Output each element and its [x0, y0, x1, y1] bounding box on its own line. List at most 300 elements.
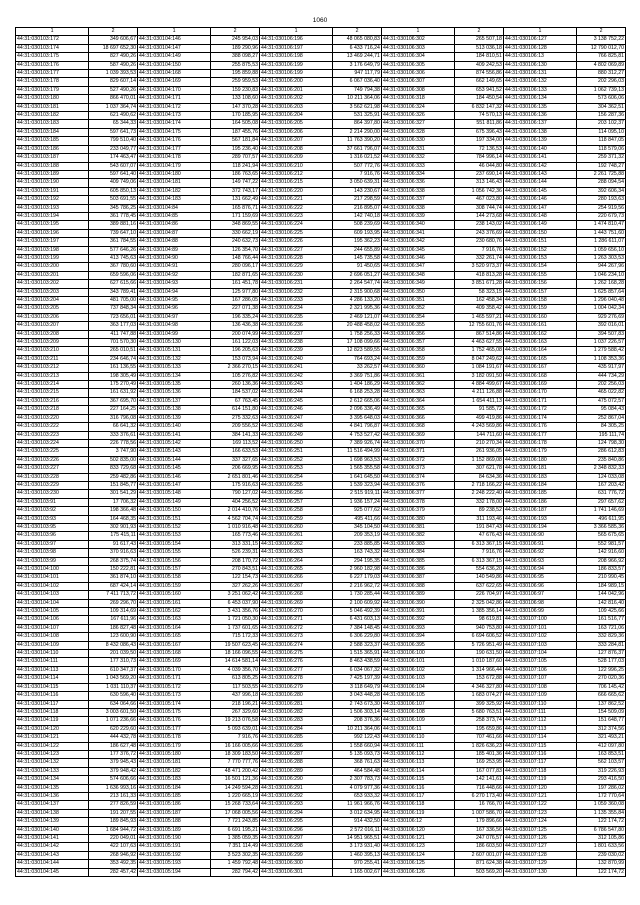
- value-cell: 4 286 133,20: [333, 297, 382, 305]
- value-cell: 17 068 005,56: [211, 809, 260, 817]
- cadastral-number-cell: 44:31:030105:171: [137, 675, 210, 683]
- cadastral-number-cell: 44:31:030104:137: [16, 801, 89, 809]
- cadastral-number-cell: 44:31:030104:104: [16, 599, 89, 607]
- cadastral-number-cell: 44:31:030104:114: [16, 675, 89, 683]
- value-cell: 185 401,36: [455, 750, 504, 758]
- value-cell: 7 916,76: [455, 246, 504, 254]
- value-cell: 67 763,45: [211, 397, 260, 405]
- cadastral-number-cell: 44:31:030103:189: [16, 170, 89, 178]
- cadastral-number-cell: 44:31:030106:334: [381, 170, 454, 178]
- value-cell: 186 827,48: [89, 624, 138, 632]
- cadastral-number-cell: 44:31:030106:324: [381, 103, 454, 111]
- value-cell: 379 948,42: [89, 767, 138, 775]
- value-cell: 18 697 652,30: [89, 44, 138, 52]
- cadastral-number-cell: 44:31:030106:228: [259, 254, 332, 262]
- cadastral-number-cell: 44:31:030106:356: [381, 330, 454, 338]
- cadastral-number-cell: 44:31:030106:285: [259, 734, 332, 742]
- value-cell: 2 096 336,49: [333, 406, 382, 414]
- cadastral-number-cell: 44:31:030105:140: [137, 423, 210, 431]
- table-row: [16, 44, 626, 52]
- value-cell: 620 229,60: [89, 725, 138, 733]
- table-row: [16, 305, 626, 313]
- cadastral-number-cell: 44:31:030104:143: [16, 851, 89, 859]
- cadastral-number-cell: 44:31:030103:192: [16, 196, 89, 204]
- value-cell: 925 077,62: [333, 507, 382, 515]
- value-cell: 3 182 091,50: [455, 372, 504, 380]
- value-cell: 1 039 393,53: [89, 70, 138, 78]
- cadastral-number-cell: 44:31:030105:184: [137, 784, 210, 792]
- cadastral-number-cell: 44:31:030103:215: [16, 389, 89, 397]
- cadastral-number-cell: 44:31:030106:374: [381, 473, 454, 481]
- value-cell: 627 615,66: [89, 280, 138, 288]
- value-cell: 313 146,43: [455, 179, 504, 187]
- value-cell: 6 306 229,80: [333, 633, 382, 641]
- cadastral-number-cell: 44:31:030107:128: [503, 851, 576, 859]
- value-cell: 1 007 586,70: [455, 809, 504, 817]
- cadastral-number-cell: 44:31:030106:303: [381, 44, 454, 52]
- table-row: [16, 666, 626, 674]
- table-row: [16, 204, 626, 212]
- value-cell: 198 305,49: [89, 372, 138, 380]
- value-cell: 234 646,74: [89, 355, 138, 363]
- value-cell: 142 740,18: [333, 212, 382, 220]
- value-cell: 2 216 962,72: [333, 582, 382, 590]
- value-cell: 8 432 086,43: [89, 641, 138, 649]
- value-cell: 368 761,63: [333, 759, 382, 767]
- cadastral-number-cell: 44:31:030106:136: [503, 112, 576, 120]
- value-cell: 2 612 665,06: [333, 397, 382, 405]
- cadastral-number-cell: 44:31:030106:131: [503, 70, 576, 78]
- value-cell: 186 763,65: [211, 170, 260, 178]
- table-row: [16, 792, 626, 800]
- cadastral-number-cell: 44:31:030106:123: [381, 843, 454, 851]
- value-cell: 270 020,36: [577, 675, 626, 683]
- value-cell: 259 371,32: [577, 154, 626, 162]
- cadastral-number-cell: 44:31:030103:179: [16, 86, 89, 94]
- value-cell: 311 193,46: [455, 515, 504, 523]
- cadastral-number-cell: 44:31:030106:152: [503, 246, 576, 254]
- cadastral-number-cell: 44:31:030106:220: [259, 187, 332, 195]
- value-cell: 412 097,80: [577, 742, 626, 750]
- value-cell: 114 095,10: [577, 128, 626, 136]
- cadastral-number-cell: 44:31:030106:292: [259, 792, 332, 800]
- value-cell: 2 718 166,22: [455, 481, 504, 489]
- value-cell: 1 625 857,64: [577, 288, 626, 296]
- page-number: 1060: [312, 17, 328, 24]
- value-cell: 195 111,74: [577, 431, 626, 439]
- cadastral-number-cell: 44:31:030104:180: [137, 170, 210, 178]
- cadastral-number-cell: 44:31:030105:174: [137, 700, 210, 708]
- table-row: [16, 238, 626, 246]
- cadastral-number-cell: 44:31:030106:332: [381, 154, 454, 162]
- cadastral-number-cell: 44:31:030105:138: [137, 406, 210, 414]
- table-row: [16, 650, 626, 658]
- cadastral-number-cell: 44:31:030106:284: [259, 725, 332, 733]
- value-cell: 316 796,08: [89, 414, 138, 422]
- value-cell: 6 067 036,40: [333, 78, 382, 86]
- cadastral-number-cell: 44:31:030106:102: [381, 666, 454, 674]
- value-cell: 74 570,13: [455, 112, 504, 120]
- cadastral-number-cell: 44:31:030106:113: [381, 759, 454, 767]
- cadastral-number-cell: 44:31:030106:270: [259, 608, 332, 616]
- table-row: [16, 137, 626, 145]
- value-cell: 1 641 645,50: [333, 473, 382, 481]
- cadastral-number-cell: 44:31:030106:338: [381, 204, 454, 212]
- cadastral-number-cell: 44:31:030104:119: [16, 717, 89, 725]
- value-cell: 1 004 042,34: [577, 305, 626, 313]
- cadastral-number-cell: 44:31:030106:229: [259, 263, 332, 271]
- value-cell: 367 695,70: [89, 397, 138, 405]
- value-cell: 1 758 256,33: [333, 330, 382, 338]
- cadastral-number-cell: 44:31:030104:138: [16, 809, 89, 817]
- value-cell: 162 458,34: [455, 297, 504, 305]
- value-cell: 6 694 606,52: [455, 633, 504, 641]
- value-cell: 361 784,55: [89, 238, 138, 246]
- cadastral-number-cell: 44:31:030107:112: [503, 717, 576, 725]
- cadastral-number-cell: 44:31:030106:381: [381, 523, 454, 531]
- cadastral-number-cell: 44:31:030107:108: [503, 683, 576, 691]
- cadastral-number-cell: 44:31:030103:187: [16, 154, 89, 162]
- value-cell: 142 816,40: [577, 599, 626, 607]
- value-cell: 499 419,86: [455, 414, 504, 422]
- table-row: [16, 490, 626, 498]
- value-cell: 216 895,07: [333, 204, 382, 212]
- cadastral-number-cell: 44:31:030106:302: [381, 36, 454, 44]
- value-cell: 6 313 367,15: [455, 557, 504, 565]
- value-cell: 1 801 633,56: [577, 843, 626, 851]
- value-cell: 2 014 410,76: [211, 507, 260, 515]
- cadastral-number-cell: 44:31:030106:297: [259, 835, 332, 843]
- value-cell: 117 503,55: [211, 683, 260, 691]
- value-cell: 265 507,18: [455, 36, 504, 44]
- cadastral-number-cell: 44:31:030103:216: [16, 397, 89, 405]
- table-row: [16, 742, 626, 750]
- cadastral-number-cell: 44:31:030106:354: [381, 313, 454, 321]
- value-cell: 195 659,86: [455, 725, 504, 733]
- cadastral-number-cell: 44:31:030104:94: [137, 288, 210, 296]
- cadastral-number-cell: 44:31:030106:125: [381, 860, 454, 868]
- value-cell: 265 010,51: [89, 347, 138, 355]
- cadastral-number-cell: 44:31:030106:112: [381, 750, 454, 758]
- value-cell: 330 662,19: [211, 229, 260, 237]
- cadastral-number-cell: 44:31:030106:168: [503, 372, 576, 380]
- value-cell: 122 154,73: [211, 574, 260, 582]
- table-row: [16, 263, 626, 271]
- value-cell: 513 036,18: [455, 44, 504, 52]
- cadastral-number-cell: 44:31:030104:174: [137, 120, 210, 128]
- cadastral-number-cell: 44:31:030104:111: [16, 658, 89, 666]
- cadastral-number-cell: 44:31:030106:306: [381, 70, 454, 78]
- value-cell: 243 376,69: [455, 229, 504, 237]
- value-cell: 151 648,77: [577, 717, 626, 725]
- cadastral-number-cell: 44:31:030107:113: [503, 725, 576, 733]
- cadastral-number-cell: 44:31:030105:150: [137, 507, 210, 515]
- table-row: [16, 128, 626, 136]
- value-cell: 3 520 973,37: [455, 263, 504, 271]
- cadastral-number-cell: 44:31:030104:89: [137, 246, 210, 254]
- value-cell: 132 870,99: [577, 860, 626, 868]
- table-row: [16, 868, 626, 876]
- value-cell: 122 174,72: [577, 818, 626, 826]
- value-cell: 1 515 365,91: [333, 650, 382, 658]
- value-cell: 245 954,03: [211, 36, 260, 44]
- cadastral-number-cell: 44:31:030106:184: [503, 481, 576, 489]
- cadastral-number-cell: 44:31:030103:193: [16, 204, 89, 212]
- value-cell: 567 181,84: [211, 137, 260, 145]
- cadastral-number-cell: 44:31:030107:126: [503, 835, 576, 843]
- cadastral-number-cell: 44:31:030105:160: [137, 591, 210, 599]
- value-cell: 435 917,97: [577, 364, 626, 372]
- cadastral-number-cell: 44:31:030106:279: [259, 683, 332, 691]
- cadastral-number-cell: 44:31:030104:150: [137, 61, 210, 69]
- cadastral-number-cell: 44:31:030104:118: [16, 708, 89, 716]
- value-cell: 2 743 673,30: [333, 700, 382, 708]
- cadastral-number-cell: 44:31:030106:130: [503, 61, 576, 69]
- value-cell: 12 823 589,55: [333, 347, 382, 355]
- cadastral-number-cell: 44:31:030104:139: [16, 818, 89, 826]
- column-header: 2: [577, 28, 626, 36]
- cadastral-number-cell: 44:31:030104:169: [137, 78, 210, 86]
- value-cell: 48 471 200,42: [211, 767, 260, 775]
- value-cell: 464 584,48: [333, 767, 382, 775]
- value-cell: 164 468,35: [89, 515, 138, 523]
- value-cell: 495 411,66: [333, 515, 382, 523]
- cadastral-number-cell: 44:31:030106:349: [381, 280, 454, 288]
- cadastral-number-cell: 44:31:030106:239: [259, 347, 332, 355]
- value-cell: 151 845,77: [89, 481, 138, 489]
- value-cell: 163 743,32: [333, 549, 382, 557]
- value-cell: 1 279 588,42: [577, 347, 626, 355]
- cadastral-number-cell: 44:31:030103:228: [16, 473, 89, 481]
- value-cell: 171 159,69: [211, 212, 260, 220]
- value-cell: 609 193,95: [333, 229, 382, 237]
- cadastral-number-cell: 44:31:030105:192: [137, 851, 210, 859]
- table-row: [16, 95, 626, 103]
- cadastral-number-cell: 44:31:030106:139: [503, 137, 576, 145]
- cadastral-number-cell: 44:31:030107:107: [503, 675, 576, 683]
- value-cell: 150 222,81: [89, 566, 138, 574]
- cadastral-number-cell: 44:31:030106:114: [381, 767, 454, 775]
- cadastral-number-cell: 44:31:030106:363: [381, 389, 454, 397]
- cadastral-number-cell: 44:31:030106:108: [381, 708, 454, 716]
- value-cell: 167 336,56: [455, 826, 504, 834]
- value-cell: 167 203,42: [577, 481, 626, 489]
- value-cell: 653 941,52: [455, 86, 504, 94]
- value-cell: 280 193,63: [577, 196, 626, 204]
- value-cell: 701 570,30: [89, 339, 138, 347]
- table-row: [16, 70, 626, 78]
- cadastral-number-cell: 44:31:030103:224: [16, 439, 89, 447]
- value-cell: 2 696 051,27: [333, 271, 382, 279]
- cadastral-number-cell: 44:31:030107:102: [503, 633, 576, 641]
- cadastral-number-cell: 44:31:030106:93: [503, 557, 576, 565]
- value-cell: 89 238,52: [455, 507, 504, 515]
- value-cell: 8 047 249,62: [455, 355, 504, 363]
- value-cell: 84 634,36: [455, 473, 504, 481]
- value-cell: 1 741 146,69: [577, 507, 626, 515]
- table-row: [16, 187, 626, 195]
- value-cell: 125 977,80: [211, 288, 260, 296]
- value-cell: 613 805,25: [211, 675, 260, 683]
- value-cell: 2 607 001,07: [455, 851, 504, 859]
- table-row: [16, 818, 626, 826]
- value-cell: 409 358,42: [455, 305, 504, 313]
- value-cell: 1 721 050,30: [211, 616, 260, 624]
- value-cell: 7 384 148,45: [333, 624, 382, 632]
- cadastral-number-cell: 44:31:030106:128: [503, 44, 576, 52]
- table-row: [16, 734, 626, 742]
- cadastral-number-cell: 44:31:030104:181: [137, 179, 210, 187]
- value-cell: 196 205,63: [211, 347, 260, 355]
- cadastral-number-cell: 44:31:030103:206: [16, 313, 89, 321]
- value-cell: 1 385 059,35: [211, 835, 260, 843]
- cadastral-number-cell: 44:31:030106:201: [259, 86, 332, 94]
- value-cell: 2 100 609,92: [333, 599, 382, 607]
- value-cell: 1 316 021,52: [333, 154, 382, 162]
- cadastral-number-cell: 44:31:030105:179: [137, 742, 210, 750]
- table-row: [16, 557, 626, 565]
- cadastral-number-cell: 44:31:030103:196: [16, 229, 89, 237]
- cadastral-number-cell: 44:31:030106:244: [259, 389, 332, 397]
- cadastral-number-cell: 44:31:030105:135: [137, 381, 210, 389]
- value-cell: 413 745,63: [89, 254, 138, 262]
- value-cell: 196 335,24: [211, 313, 260, 321]
- value-cell: 2 307 783,73: [333, 776, 382, 784]
- value-cell: 503 691,55: [89, 196, 138, 204]
- value-cell: 109 425,66: [577, 608, 626, 616]
- value-cell: 282 457,42: [89, 868, 138, 876]
- value-cell: 153 073,94: [211, 355, 260, 363]
- value-cell: 1 152 869,08: [455, 456, 504, 464]
- cadastral-number-cell: 44:31:030106:236: [259, 322, 332, 330]
- cadastral-number-cell: 44:31:030106:151: [503, 238, 576, 246]
- cadastral-number-cell: 44:31:030103:175: [16, 53, 89, 61]
- table-row: [16, 355, 626, 363]
- cadastral-number-cell: 44:31:030106:277: [259, 666, 332, 674]
- table-row: [16, 162, 626, 170]
- value-cell: 5 726 951,49: [455, 641, 504, 649]
- cadastral-number-cell: 44:31:030106:377: [381, 490, 454, 498]
- cadastral-number-cell: 44:31:030106:262: [259, 540, 332, 548]
- value-cell: 182 871,65: [211, 271, 260, 279]
- value-cell: 2 325 042,86: [455, 599, 504, 607]
- table-row: [16, 465, 626, 473]
- value-cell: 1 539 323,94: [333, 481, 382, 489]
- cadastral-number-cell: 44:31:030106:246: [259, 406, 332, 414]
- cadastral-number-cell: 44:31:030105:158: [137, 574, 210, 582]
- cadastral-number-cell: 44:31:030105:159: [137, 582, 210, 590]
- value-cell: 367 780,60: [89, 263, 138, 271]
- value-cell: 197 286,02: [577, 784, 626, 792]
- value-cell: 259 482,86: [89, 473, 138, 481]
- table-row: [16, 582, 626, 590]
- cadastral-number-cell: 44:31:030103:202: [16, 280, 89, 288]
- cadastral-number-cell: 44:31:030106:347: [381, 263, 454, 271]
- table-row: [16, 145, 626, 153]
- table-row: [16, 767, 626, 775]
- cadastral-number-cell: 44:31:030105:137: [137, 397, 210, 405]
- cadastral-number-cell: 44:31:030106:202: [259, 95, 332, 103]
- value-cell: 175 415,11: [89, 532, 138, 540]
- cadastral-number-cell: 44:31:030103:194: [16, 212, 89, 220]
- cadastral-number-cell: 44:31:030106:92: [503, 549, 576, 557]
- cadastral-number-cell: 44:31:030106:124: [381, 851, 454, 859]
- table-row: [16, 280, 626, 288]
- cadastral-number-cell: 44:31:030106:104: [381, 683, 454, 691]
- cadastral-number-cell: 44:31:030106:252: [259, 456, 332, 464]
- value-cell: 4 802 069,89: [577, 61, 626, 69]
- value-cell: 238 143,02: [455, 221, 504, 229]
- value-cell: 3 043 448,28: [333, 692, 382, 700]
- cadastral-number-cell: 44:31:030106:231: [259, 280, 332, 288]
- cadastral-number-cell: 44:31:030106:345: [381, 246, 454, 254]
- cadastral-number-cell: 44:31:030106:223: [259, 212, 332, 220]
- cadastral-number-cell: 44:31:030106:264: [259, 557, 332, 565]
- cadastral-number-cell: 44:31:030105:191: [137, 843, 210, 851]
- value-cell: 1 506 303,14: [333, 708, 382, 716]
- cadastral-number-cell: 44:31:030106:341: [381, 229, 454, 237]
- value-cell: 161 516,77: [577, 616, 626, 624]
- cadastral-number-cell: 44:31:030106:11: [381, 725, 454, 733]
- value-cell: 562 103,57: [577, 759, 626, 767]
- value-cell: 12 755 601,76: [455, 322, 504, 330]
- value-cell: 2 315 900,68: [333, 288, 382, 296]
- value-cell: 217 298,59: [333, 196, 382, 204]
- value-cell: 275 332,63: [211, 414, 260, 422]
- value-cell: 268 375,74: [89, 557, 138, 565]
- cadastral-number-cell: 44:31:030106:282: [259, 708, 332, 716]
- cadastral-number-cell: 44:31:030104:171: [137, 95, 210, 103]
- value-cell: 1 010 916,48: [211, 523, 260, 531]
- cadastral-number-cell: 44:31:030106:369: [381, 431, 454, 439]
- cadastral-number-cell: 44:31:030105:148: [137, 490, 210, 498]
- value-cell: 1 043 569,20: [89, 675, 138, 683]
- cadastral-number-cell: 44:31:030105:142: [137, 439, 210, 447]
- value-cell: 4 562 704,74: [211, 515, 260, 523]
- value-cell: 345 104,50: [333, 523, 382, 531]
- value-cell: 874 556,86: [455, 70, 504, 78]
- table-row: [16, 322, 626, 330]
- cadastral-number-cell: 44:31:030104:87: [137, 229, 210, 237]
- cadastral-number-cell: 44:31:030103:97: [16, 540, 89, 548]
- table-row: [16, 313, 626, 321]
- cadastral-number-cell: 44:31:030106:357: [381, 339, 454, 347]
- value-cell: 1 263 303,53: [577, 254, 626, 262]
- cadastral-number-cell: 44:31:030107:104: [503, 650, 576, 658]
- value-cell: 280 096,17: [211, 263, 260, 271]
- value-cell: 573 606,06: [577, 95, 626, 103]
- value-cell: 475 072,57: [577, 397, 626, 405]
- cadastral-number-cell: 44:31:030106:384: [381, 549, 454, 557]
- value-cell: 11 516 494,99: [333, 448, 382, 456]
- cadastral-number-cell: 44:31:030106:267: [259, 582, 332, 590]
- cadastral-number-cell: 44:31:030106:328: [381, 128, 454, 136]
- value-cell: 388 098,27: [211, 53, 260, 61]
- value-cell: 319 226,93: [577, 767, 626, 775]
- cadastral-number-cell: 44:31:030106:149: [503, 221, 576, 229]
- value-cell: 614 151,80: [211, 406, 260, 414]
- value-cell: 312 105,86: [577, 835, 626, 843]
- value-cell: 790 127,02: [211, 490, 260, 498]
- cadastral-number-cell: 44:31:030103:182: [16, 112, 89, 120]
- cadastral-number-cell: 44:31:030104:142: [16, 843, 89, 851]
- cadastral-number-cell: 44:31:030104:88: [137, 238, 210, 246]
- value-cell: 3 251 062,42: [211, 591, 260, 599]
- cadastral-number-cell: 44:31:030104:140: [16, 826, 89, 834]
- value-cell: 3 395 648,03: [333, 414, 382, 422]
- value-cell: 631 776,72: [577, 490, 626, 498]
- table-row: [16, 339, 626, 347]
